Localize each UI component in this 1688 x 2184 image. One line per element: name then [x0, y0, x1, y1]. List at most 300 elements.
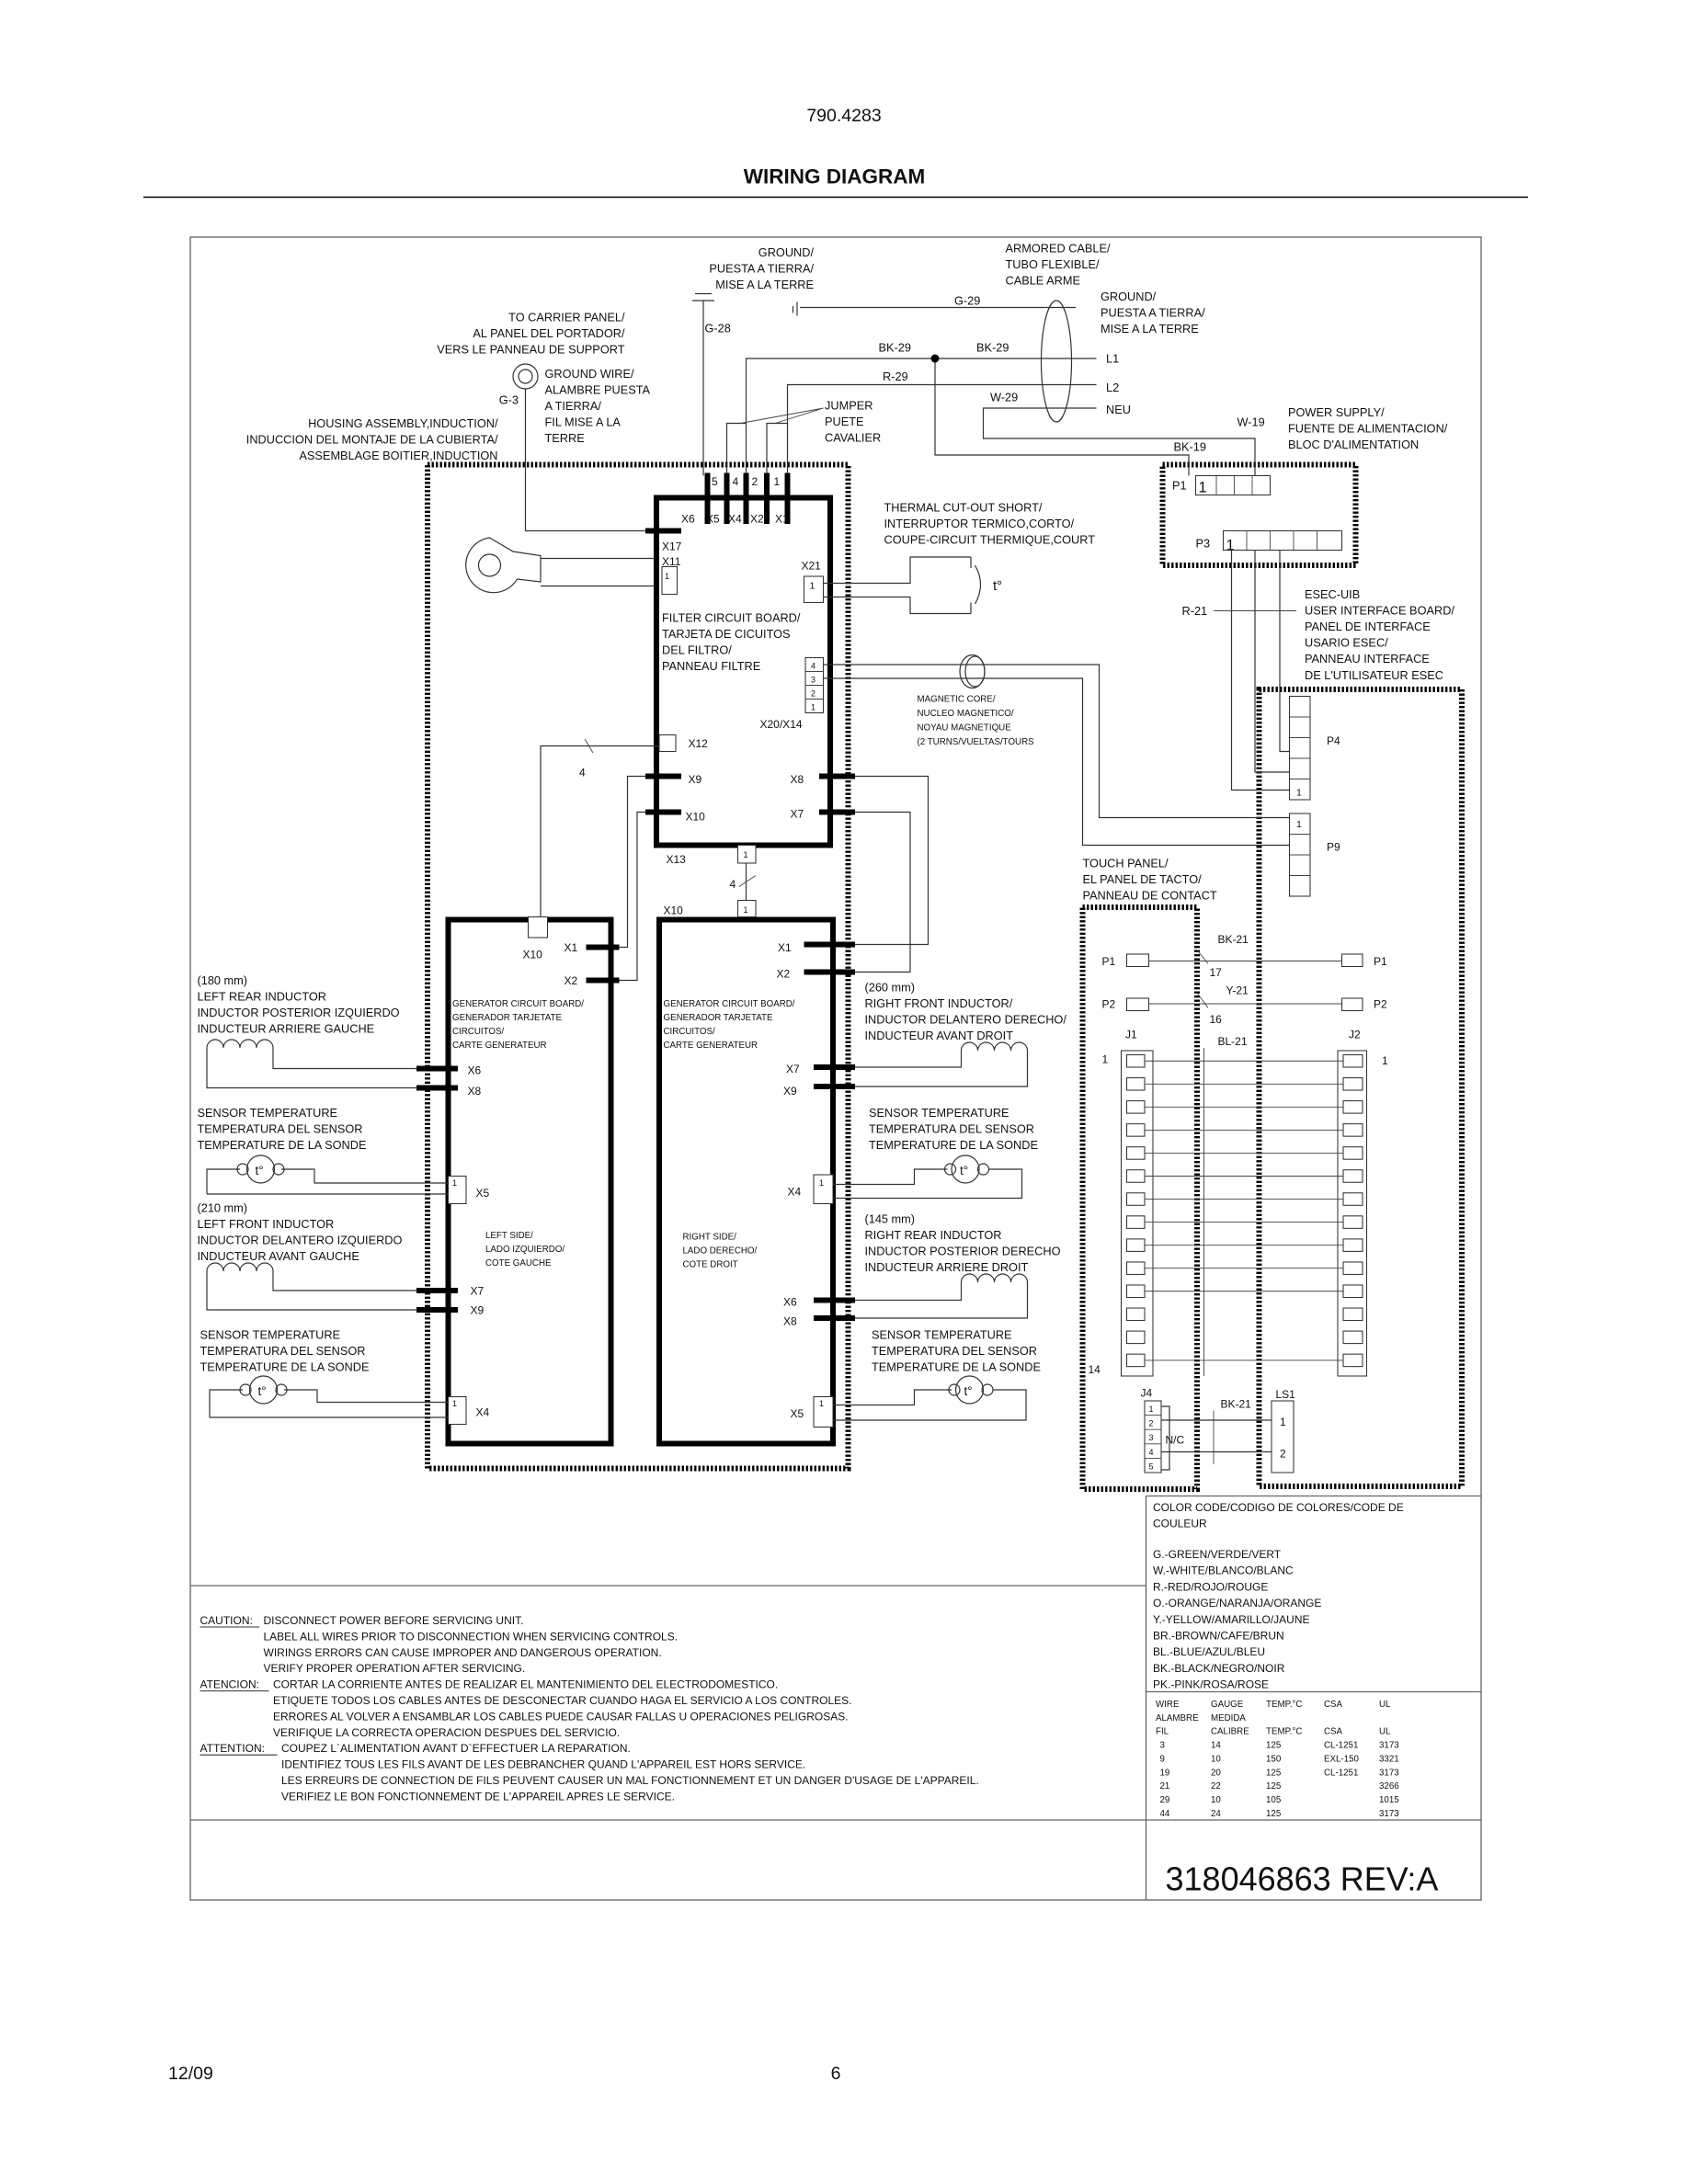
junction-dot: [931, 355, 940, 363]
x10f-label: X10: [685, 810, 705, 824]
lri-label: LEFT REAR INDUCTOR: [197, 989, 327, 1004]
x4g-label: X4: [475, 1405, 490, 1419]
gen-r-label: CARTE GENERATEUR: [663, 1041, 758, 1051]
wire-table-cell: 1015: [1379, 1794, 1399, 1805]
terminal: [1127, 1193, 1146, 1206]
x2014-label: X20/X14: [759, 718, 803, 731]
j4pins-label: 3: [1148, 1433, 1154, 1443]
x1r-label: X1: [778, 941, 792, 954]
wire-table-cell: 3: [1159, 1740, 1165, 1751]
sensor2-label: TEMPERATURA DEL SENSOR: [200, 1344, 366, 1359]
x5rpin-label: 1: [819, 1399, 825, 1408]
sensor1-label: TEMPERATURA DEL SENSOR: [197, 1121, 363, 1136]
gnd-right-label: PUESTA A TIERRA/: [1101, 305, 1205, 320]
wire-table-header: MEDIDA: [1211, 1712, 1246, 1723]
sensor4-label: TEMPERATURE DE LA SONDE: [872, 1359, 1041, 1374]
terminal: [1343, 1262, 1363, 1275]
uib-label: DE L'UTILISATEUR ESEC: [1305, 667, 1443, 682]
rri-label: (145 mm): [864, 1211, 916, 1226]
thermistor-icon: [207, 1155, 449, 1194]
wire-table-cell: 22: [1211, 1781, 1221, 1792]
x4r-label: X4: [787, 1185, 802, 1199]
lfi-label: INDUCTEUR AVANT GAUCHE: [197, 1249, 359, 1264]
caution-line: COUPEZ L`ALIMENTATION AVANT D`EFFECTUER LA REPARATION.: [281, 1742, 631, 1756]
caution-heading: ATTENTION:: [200, 1742, 265, 1756]
wire-table-cell: 24: [1211, 1808, 1221, 1819]
uib-label: USARIO ESEC/: [1305, 635, 1388, 650]
caution-line: CORTAR LA CORRIENTE ANTES DE REALIZAR EL MANTENIMIENTO DEL ELECTRODOMESTICO.: [273, 1678, 779, 1691]
l1-label: L1: [1106, 351, 1120, 366]
right-side-label: LADO DERECHO/: [682, 1246, 758, 1257]
rfi-label: INDUCTOR DELANTERO DERECHO/: [864, 1012, 1066, 1027]
x6g-label: X6: [467, 1064, 482, 1077]
t1-label: t°: [255, 1164, 264, 1177]
t3-label: t°: [960, 1164, 969, 1177]
y21-label: Y-21: [1226, 984, 1249, 997]
filter-label: PANNEAU FILTRE: [662, 659, 761, 674]
color-code-entry: Y.-YELLOW/AMARILLO/JAUNE: [1153, 1612, 1310, 1626]
color-code-entry: BK.-BLACK/NEGRO/NOIR: [1153, 1661, 1285, 1675]
touch-label: EL PANEL DE TACTO/: [1082, 872, 1202, 887]
sensor2-label: TEMPERATURE DE LA SONDE: [200, 1359, 370, 1374]
w29-label: W-29: [990, 390, 1019, 404]
p3ps-label: P3: [1195, 536, 1211, 551]
terminal: [1127, 1147, 1146, 1160]
x7g-label: X7: [470, 1284, 485, 1298]
x5r-label: X5: [790, 1407, 804, 1420]
gnd-right-label: MISE A LA TERRE: [1101, 322, 1199, 336]
x9f-label: X9: [688, 773, 702, 786]
j4-label: J4: [1140, 1386, 1153, 1400]
rfi-label: INDUCTEUR AVANT DROIT: [864, 1029, 1014, 1043]
thermistor-icon: [833, 1155, 1022, 1199]
right-front-inductor-coil-icon: [962, 1042, 1028, 1059]
induction-coils: [207, 1040, 1028, 1318]
gwire-label: TERRE: [544, 431, 585, 446]
touch-label: PANNEAU DE CONTACT: [1082, 888, 1217, 903]
housing-label: HOUSING ASSEMBLY,INDUCTION/: [308, 416, 498, 430]
sensor4-label: TEMPERATURA DEL SENSOR: [872, 1344, 1037, 1359]
wire-table-cell: 125: [1266, 1781, 1282, 1792]
g29-label: G-29: [954, 293, 981, 308]
housing-label: INDUCCION DEL MONTAJE DE LA CUBIERTA/: [245, 432, 498, 447]
magcore-label: NUCLEO MAGNETICO/: [917, 708, 1014, 719]
wire-table-header: UL: [1379, 1726, 1391, 1737]
carrier-label: AL PANEL DEL PORTADOR/: [473, 326, 625, 341]
p2r-label: P2: [1374, 997, 1387, 1011]
x9r-label: X9: [783, 1085, 797, 1098]
r29-label: R-29: [883, 370, 908, 383]
left-side-label: LEFT SIDE/: [485, 1231, 533, 1241]
gen-l-label: CARTE GENERATEUR: [452, 1041, 547, 1051]
terminal: [1343, 1354, 1363, 1367]
ls1-label: LS1: [1275, 1388, 1295, 1401]
pin1-label: 1: [773, 475, 781, 488]
wire-table-cell: 105: [1266, 1794, 1282, 1805]
terminal: [1127, 1101, 1146, 1114]
j4pins-label: 1: [1148, 1405, 1154, 1414]
wire-table-cell: 3266: [1379, 1781, 1399, 1792]
terminal: [1127, 1216, 1146, 1229]
terminal: [1127, 1331, 1146, 1344]
lri-label: (180 mm): [197, 973, 248, 987]
bl21-label: BL-21: [1217, 1035, 1248, 1048]
wire-table-cell: 10: [1211, 1794, 1221, 1805]
j1one-label: 1: [1101, 1052, 1109, 1066]
wire-table-header: GAUGE: [1211, 1700, 1244, 1710]
wire-table-header: CALIBRE: [1211, 1726, 1249, 1737]
x7r-label: X7: [786, 1063, 800, 1075]
wire4-label: 4: [579, 766, 586, 779]
terminal: [1343, 1216, 1363, 1229]
terminal: [1343, 1308, 1363, 1321]
rfi-label: RIGHT FRONT INDUCTOR/: [864, 996, 1013, 1011]
thermal-label: INTERRUPTOR TERMICO,CORTO/: [884, 517, 1075, 531]
x10pin-label: 1: [743, 905, 748, 916]
left-side-label: LADO IZQUIERDO/: [485, 1245, 565, 1255]
ls1-1-label: 1: [1280, 1416, 1286, 1428]
jumper-label: PUETE: [825, 415, 864, 429]
p9-label: P9: [1327, 840, 1340, 854]
power-label: BLOC D'ALIMENTATION: [1288, 438, 1420, 452]
x13-label: X13: [666, 853, 686, 866]
j4pins-label: 2: [1148, 1418, 1154, 1428]
gwire-label: GROUND WIRE/: [544, 367, 634, 381]
terminal: [1343, 1170, 1363, 1183]
thermistor-icon: [210, 1376, 449, 1417]
sensor1-label: TEMPERATURE DE LA SONDE: [197, 1138, 367, 1153]
footer-date: 12/09: [168, 2064, 213, 2084]
terminal: [1343, 1331, 1363, 1344]
color-code-entry: BL.-BLUE/AZUL/BLEU: [1153, 1645, 1266, 1659]
caution-line: LABEL ALL WIRES PRIOR TO DISCONNECTION WHEN SERVICING CONTROLS.: [263, 1630, 679, 1644]
left-side-label: COTE GAUCHE: [485, 1258, 552, 1268]
color-code-entry: W.-WHITE/BLANCO/BLANC: [1153, 1564, 1294, 1577]
gen-l-label: CIRCUITOS/: [452, 1027, 505, 1037]
magcore-label: NOYAU MAGNETIQUE: [917, 722, 1011, 734]
caution-line: ERRORES AL VOLVER A ENSAMBLAR LOS CABLES PUEDE CAUSAR FALLAS U OPERACIONES PELIGROSAS.: [273, 1710, 849, 1723]
wire-table-header: TEMP.°C: [1266, 1726, 1303, 1737]
x6r-label: X6: [783, 1295, 797, 1309]
x2014pins-label: 2: [811, 688, 816, 699]
gwire-label: FIL MISE A LA: [544, 415, 621, 429]
x10g-label: X10: [522, 948, 542, 961]
terminal: [1343, 1078, 1363, 1091]
jumper-label: JUMPER: [825, 398, 873, 413]
rri-label: RIGHT REAR INDUCTOR: [864, 1228, 1002, 1243]
terminal: [1343, 1101, 1363, 1114]
color-code-entry: O.-ORANGE/NARANJA/ORANGE: [1153, 1597, 1322, 1610]
terminal: [1343, 1124, 1363, 1137]
terminal: [1343, 1193, 1363, 1206]
wire-table-cell: 150: [1266, 1754, 1282, 1765]
x2g-label: X2: [564, 974, 578, 987]
x6f-label: X6: [681, 512, 695, 526]
wire-table-cell: 3321: [1379, 1754, 1399, 1765]
x1g-label: X1: [564, 941, 578, 954]
armored-cable-icon: [1042, 301, 1072, 422]
n16-label: 16: [1209, 1013, 1222, 1026]
g3-label: G-3: [498, 392, 519, 407]
gwire-label: A TIERRA/: [544, 399, 601, 414]
j4pins-label: 5: [1148, 1462, 1154, 1472]
n14-label: 14: [1088, 1363, 1101, 1376]
page-title: WIRING DIAGRAM: [743, 165, 926, 188]
terminal: [1127, 1285, 1146, 1298]
x11-label: X11: [662, 555, 681, 568]
gnd-top-label: GROUND/: [758, 245, 814, 259]
terminal: [1127, 1170, 1146, 1183]
x2r-label: X2: [776, 967, 791, 981]
bk29b-label: BK-29: [976, 340, 1009, 355]
x4rpin-label: 1: [819, 1178, 825, 1188]
pin2-label: 2: [751, 475, 758, 488]
color-code-title: COULEUR: [1153, 1517, 1207, 1530]
wire-table-cell: CL-1251: [1324, 1768, 1359, 1779]
caution-line: VERIFIQUE LA CORRECTA OPERACION DESPUES DEL SERVICIO.: [273, 1725, 621, 1739]
p1ps-pin-label: 1: [1198, 479, 1207, 496]
x8r-label: X8: [783, 1314, 797, 1328]
t4-label: t°: [964, 1384, 973, 1398]
housing-label: ASSEMBLAGE BOITIER,INDUCTION: [299, 449, 498, 463]
lfi-label: LEFT FRONT INDUCTOR: [197, 1217, 335, 1232]
wire-table-cell: 9: [1159, 1754, 1165, 1765]
x21pin-label: 1: [809, 580, 815, 592]
wire-table-cell: 125: [1266, 1768, 1282, 1779]
wire-table-header: FIL: [1156, 1726, 1169, 1737]
x10b-label: X10: [663, 904, 683, 917]
armored-label: CABLE ARME: [1005, 273, 1080, 288]
wire-table-header: ALAMBRE: [1156, 1712, 1199, 1723]
terminal: [1127, 1124, 1146, 1137]
x4pin-label: 1: [452, 1399, 458, 1408]
terminal: [1127, 1308, 1146, 1321]
magcore-label: (2 TURNS/VUELTAS/TOURS: [917, 736, 1034, 747]
color-code-entry: G.-GREEN/VERDE/VERT: [1153, 1548, 1282, 1561]
wire-table-cell: 19: [1159, 1768, 1170, 1779]
x1f-label: X1: [775, 512, 789, 526]
wire-table-cell: EXL-150: [1324, 1754, 1359, 1765]
terminal: [1343, 1055, 1363, 1068]
filter-label: TARJETA DE CICUITOS: [662, 627, 791, 642]
gnd-right-label: GROUND/: [1101, 290, 1157, 303]
gnd-top-label: MISE A LA TERRE: [715, 278, 814, 292]
page-number: 6: [830, 2064, 841, 2084]
terminal: [1343, 1285, 1363, 1298]
wire-table-cell: 125: [1266, 1740, 1282, 1751]
gen-r-label: CIRCUITOS/: [663, 1027, 715, 1037]
thermal-label: COUPE-CIRCUIT THERMIQUE,COURT: [884, 532, 1096, 547]
p1l-label: P1: [1101, 955, 1116, 968]
bk19-label: BK-19: [1173, 439, 1206, 454]
x9g-label: X9: [470, 1303, 485, 1317]
x12-label: X12: [688, 737, 708, 750]
x2014pins-label: 1: [811, 702, 816, 712]
x7f-label: X7: [790, 807, 804, 821]
pin4-label: 4: [732, 475, 739, 488]
color-code-title: COLOR CODE/CODIGO DE COLORES/CODE DE: [1153, 1501, 1404, 1514]
lfi-label: (210 mm): [197, 1200, 248, 1215]
x11pin-label: 1: [665, 572, 670, 581]
sensor3-label: TEMPERATURA DEL SENSOR: [869, 1121, 1034, 1136]
l2-label: L2: [1106, 381, 1120, 394]
part-number: 318046863 REV:A: [1165, 1860, 1439, 1898]
wire-table-header: CSA: [1324, 1700, 1343, 1710]
bk21b-label: BK-21: [1220, 1397, 1251, 1411]
filter-label: DEL FILTRO/: [662, 643, 732, 657]
uib-label: ESEC-UIB: [1305, 587, 1361, 601]
caution-line: ETIQUETE TODOS LOS CABLES ANTES DE DESCONECTAR CUANDO HAGA EL SERVICIO A LOS CONTROLES.: [273, 1694, 852, 1707]
ls1-2-label: 2: [1280, 1447, 1286, 1461]
temperature-sensors: [207, 1155, 1026, 1420]
x8g-label: X8: [467, 1085, 482, 1098]
lfi-label: INDUCTOR DELANTERO IZQUIERDO: [197, 1233, 403, 1247]
filter-label: FILTER CIRCUIT BOARD/: [662, 610, 801, 625]
left-front-inductor-coil-icon: [207, 1263, 273, 1280]
wire-table-cell: 125: [1266, 1808, 1282, 1819]
x2014pins-label: 4: [811, 661, 816, 671]
rfi-label: (260 mm): [864, 980, 916, 995]
four-label: 4: [729, 878, 736, 891]
x4f-label: X4: [728, 512, 742, 526]
internal-wiring: [529, 557, 1290, 981]
caution-line: VERIFIEZ LE BON FONCTIONNEMENT DE L'APPAREIL APRES LE SERVICE.: [281, 1790, 675, 1803]
caution-line: WIRINGS ERRORS CAN CAUSE IMPROPER AND DANGEROUS OPERATION.: [263, 1645, 662, 1659]
sensor3-label: TEMPERATURE DE LA SONDE: [869, 1138, 1038, 1153]
gnd-top-label: PUESTA A TIERRA/: [709, 261, 814, 276]
left-rear-inductor-coil-icon: [207, 1040, 273, 1056]
caution-heading: CAUTION:: [200, 1614, 253, 1627]
rri-label: INDUCTOR POSTERIOR DERECHO: [864, 1244, 1061, 1258]
p4-label: P4: [1327, 734, 1340, 747]
color-code-entry: BR.-BROWN/CAFE/BRUN: [1153, 1629, 1284, 1643]
lri-label: INDUCTEUR ARRIERE GAUCHE: [197, 1021, 375, 1036]
rri-label: INDUCTEUR ARRIERE DROIT: [864, 1260, 1029, 1275]
magcore-label: MAGNETIC CORE/: [917, 694, 996, 705]
j4pins-label: 4: [1148, 1447, 1154, 1457]
x5f-label: X5: [706, 512, 720, 526]
w19-label: W-19: [1237, 415, 1265, 429]
caution-line: VERIFY PROPER OPERATION AFTER SERVICING.: [263, 1662, 526, 1676]
caution-heading: ATENCION:: [200, 1678, 259, 1691]
gen-l-label: GENERADOR TARJETATE: [452, 1013, 562, 1023]
wire-table-cell: 29: [1159, 1794, 1170, 1805]
right-side-label: COTE DROIT: [682, 1259, 738, 1270]
touch-label: TOUCH PANEL/: [1082, 856, 1169, 870]
p2l-label: P2: [1101, 997, 1116, 1011]
x5g-label: X5: [475, 1187, 490, 1200]
caution-line: IDENTIFIEZ TOUS LES FILS AVANT DE LES DEBRANCHER QUAND L'APPAREIL EST HORS SERVICE.: [281, 1757, 806, 1771]
gwire-label: ALAMBRE PUESTA: [544, 382, 651, 397]
lri-label: INDUCTOR POSTERIOR IZQUIERDO: [197, 1006, 400, 1020]
p1r-label: P1: [1374, 955, 1387, 968]
x2f-label: X2: [750, 512, 764, 526]
sensor1-label: SENSOR TEMPERATURE: [197, 1106, 338, 1120]
caution-line: LES ERREURS DE CONNECTION DE FILS PEUVENT CAUSER UN MAL FONCTIONNEMENT ET UN DANGER D'USAGE DE L'APPAREIL.: [281, 1774, 979, 1787]
right-rear-inductor-coil-icon: [962, 1274, 1028, 1291]
t2-label: t°: [257, 1384, 267, 1398]
g28-label: G-28: [704, 321, 731, 336]
wire-table-cell: 3173: [1379, 1808, 1399, 1819]
power-label: FUENTE DE ALIMENTACION/: [1288, 421, 1448, 436]
wire-table-cell: 3173: [1379, 1768, 1399, 1779]
jumper-label: CAVALIER: [825, 430, 882, 445]
x2014pins-label: 3: [811, 675, 816, 685]
bk29a-label: BK-29: [878, 340, 911, 355]
x21-label: X21: [801, 559, 821, 573]
p9pin-label: 1: [1296, 819, 1302, 830]
wire-table-cell: 21: [1159, 1781, 1170, 1792]
wire-table-cell: 44: [1159, 1808, 1170, 1819]
touch-panel-connectors: [1122, 950, 1367, 1473]
x8f-label: X8: [790, 773, 804, 786]
j1-label: J1: [1125, 1028, 1137, 1041]
terminal: [1343, 1147, 1363, 1160]
wire-table-cell: 3173: [1379, 1740, 1399, 1751]
gen-r-label: GENERADOR TARJETATE: [663, 1013, 773, 1023]
color-code-entry: R.-RED/ROJO/ROUGE: [1153, 1580, 1269, 1594]
n17-label: 17: [1209, 966, 1222, 979]
uib-label: PANEL DE INTERFACE: [1305, 620, 1431, 634]
carrier-label: VERS LE PANNEAU DE SUPPORT: [437, 342, 625, 357]
terminal: [1127, 1354, 1146, 1367]
nc-label: N/C: [1165, 1433, 1185, 1447]
terminal: [1127, 1078, 1146, 1091]
pin5-label: 5: [712, 475, 718, 488]
x5pin-label: 1: [452, 1178, 458, 1188]
terminal: [1343, 1239, 1363, 1252]
p4pin-label: 1: [1296, 787, 1302, 799]
color-code-entry: PK.-PINK/ROSA/ROSE: [1153, 1678, 1270, 1691]
sensor3-label: SENSOR TEMPERATURE: [869, 1106, 1009, 1120]
r21-label: R-21: [1181, 604, 1208, 618]
neu-label: NEU: [1106, 403, 1131, 416]
right-side-label: RIGHT SIDE/: [682, 1232, 736, 1243]
model-number: 790.4283: [806, 106, 882, 126]
wire-table-cell: 14: [1211, 1740, 1221, 1751]
terminal: [1127, 1055, 1146, 1068]
j2one-label: 1: [1382, 1054, 1388, 1067]
wire-table-header: WIRE: [1156, 1700, 1180, 1710]
x17-label: X17: [662, 540, 682, 553]
wire-table-header: CSA: [1324, 1726, 1343, 1737]
thermistor-icon: [833, 1376, 1026, 1420]
bk21a-label: BK-21: [1217, 933, 1249, 946]
power-supply-connectors: [1196, 476, 1342, 897]
uib-label: USER INTERFACE BOARD/: [1305, 603, 1454, 618]
gen-r-label: GENERATOR CIRCUIT BOARD/: [663, 999, 795, 1009]
ground-wire-terminal-icon: [513, 364, 538, 389]
uib-label: PANNEAU INTERFACE: [1305, 652, 1430, 666]
x13pin-label: 1: [743, 850, 748, 860]
p1ps-label: P1: [1172, 478, 1187, 493]
armored-label: TUBO FLEXIBLE/: [1005, 257, 1100, 272]
terminal: [1127, 1262, 1146, 1275]
armored-label: ARMORED CABLE/: [1005, 241, 1111, 256]
wire-table-header: TEMP.°C: [1266, 1700, 1303, 1710]
wire-table-cell: 10: [1211, 1754, 1221, 1765]
wire-table-cell: CL-1251: [1324, 1740, 1359, 1751]
wire-table-header: UL: [1379, 1700, 1391, 1710]
gen-l-label: GENERATOR CIRCUIT BOARD/: [452, 999, 585, 1009]
j2-label: J2: [1349, 1028, 1361, 1041]
caution-line: DISCONNECT POWER BEFORE SERVICING UNIT.: [263, 1614, 524, 1627]
wire-table-cell: 20: [1211, 1768, 1221, 1779]
thermal-label: THERMAL CUT-OUT SHORT/: [884, 500, 1043, 515]
sensor2-label: SENSOR TEMPERATURE: [200, 1327, 341, 1342]
p3ps-pin-label: 1: [1226, 537, 1235, 554]
power-label: POWER SUPPLY/: [1288, 405, 1385, 419]
